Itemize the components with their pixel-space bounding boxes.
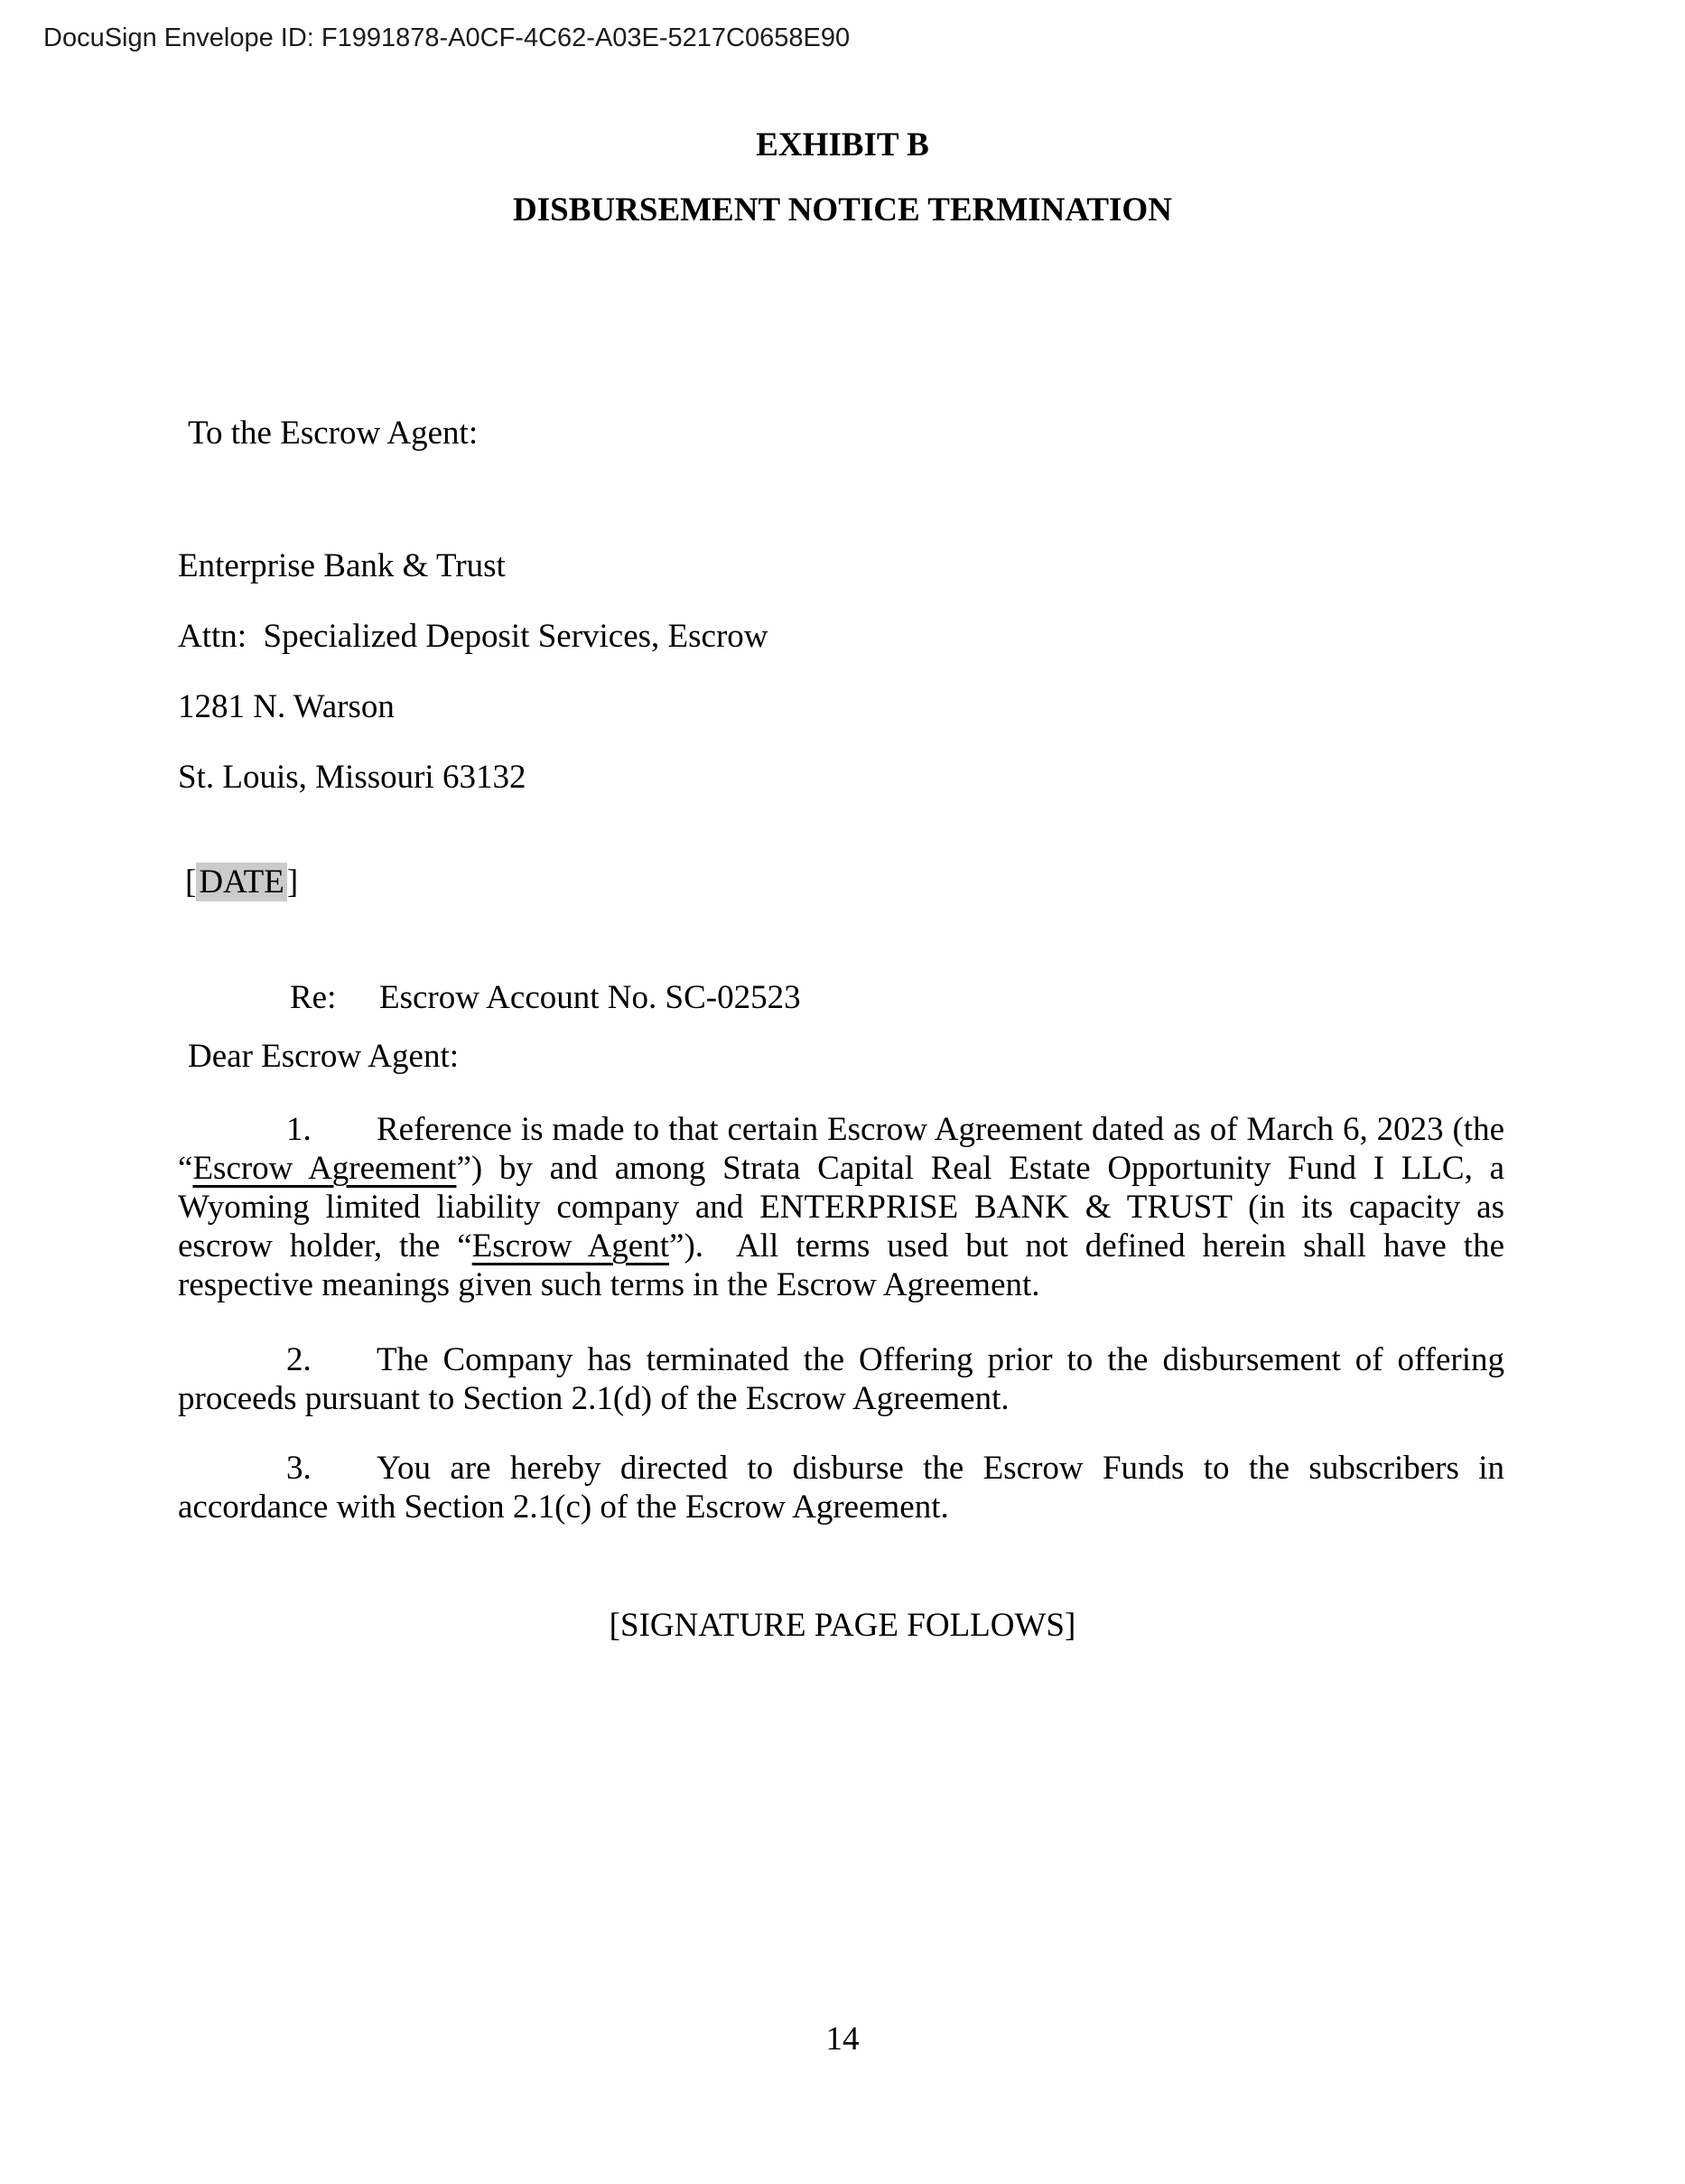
exhibit-title: EXHIBIT B <box>756 126 929 163</box>
address-line: 1281 N. Warson <box>178 688 395 725</box>
paragraph-number: 1. <box>286 1111 312 1148</box>
paragraph-text: ”) by and among Strata Capital Real Estate Opportunity Fund I LLC, a Wyoming limited liability company and ENTERPRISE BANK & TRUST (in its capacity as escrow holder, the “ <box>178 1150 1504 1265</box>
paragraph-text: You are hereby directed to disburse the Escrow Funds to the subscribers in accordance with Section 2.1(c) of the Escrow Agreement. <box>178 1450 1504 1526</box>
bracket-open: [ <box>185 863 197 901</box>
address-block <box>178 546 1504 828</box>
document-title: DISBURSEMENT NOTICE TERMINATION <box>513 191 1172 229</box>
re-line <box>178 978 1504 1017</box>
page-number: 14 <box>825 2021 860 2058</box>
body-paragraphs <box>178 1110 1504 1526</box>
docusign-envelope-id: DocuSign Envelope ID: F1991878-A0CF-4C62-A03E-5217C0658E90 <box>43 23 851 52</box>
defined-term: Escrow Agent <box>471 1227 670 1265</box>
signature-page-note: [SIGNATURE PAGE FOLLOWS] <box>609 1607 1076 1644</box>
date-highlight: DATE <box>196 863 287 901</box>
address-line: St. Louis, Missouri 63132 <box>178 759 526 796</box>
body-paragraph <box>178 1449 1504 1526</box>
re-label: Re: <box>290 979 337 1016</box>
paragraph-number: 3. <box>286 1450 312 1487</box>
defined-term: Escrow Agreement <box>192 1150 457 1187</box>
paragraph-number: 2. <box>286 1341 312 1378</box>
address-line: Attn: Specialized Deposit Services, Escrow <box>178 618 768 655</box>
bracket-close: ] <box>286 863 299 901</box>
greeting: Dear Escrow Agent: <box>188 1038 460 1075</box>
address-line: Enterprise Bank & Trust <box>178 547 506 584</box>
salutation: To the Escrow Agent: <box>188 415 479 452</box>
paragraph-text: ”). All terms used but not defined herein shall have the respective meanings given such terms in the Escrow Agreement. <box>178 1227 1505 1303</box>
date-placeholder <box>178 863 1512 901</box>
body-paragraph <box>178 1340 1504 1418</box>
re-value: Escrow Account No. SC-02523 <box>379 979 801 1016</box>
body-paragraph <box>178 1110 1504 1304</box>
paragraph-text: Reference is made to that certain Escrow Agreement dated as of March 6, 2023 (the “ <box>178 1111 1504 1187</box>
paragraph-text: The Company has terminated the Offering prior to the disbursement of offering proceeds pursuant to Section 2.1(d) of the Escrow Agreement. <box>178 1341 1504 1417</box>
